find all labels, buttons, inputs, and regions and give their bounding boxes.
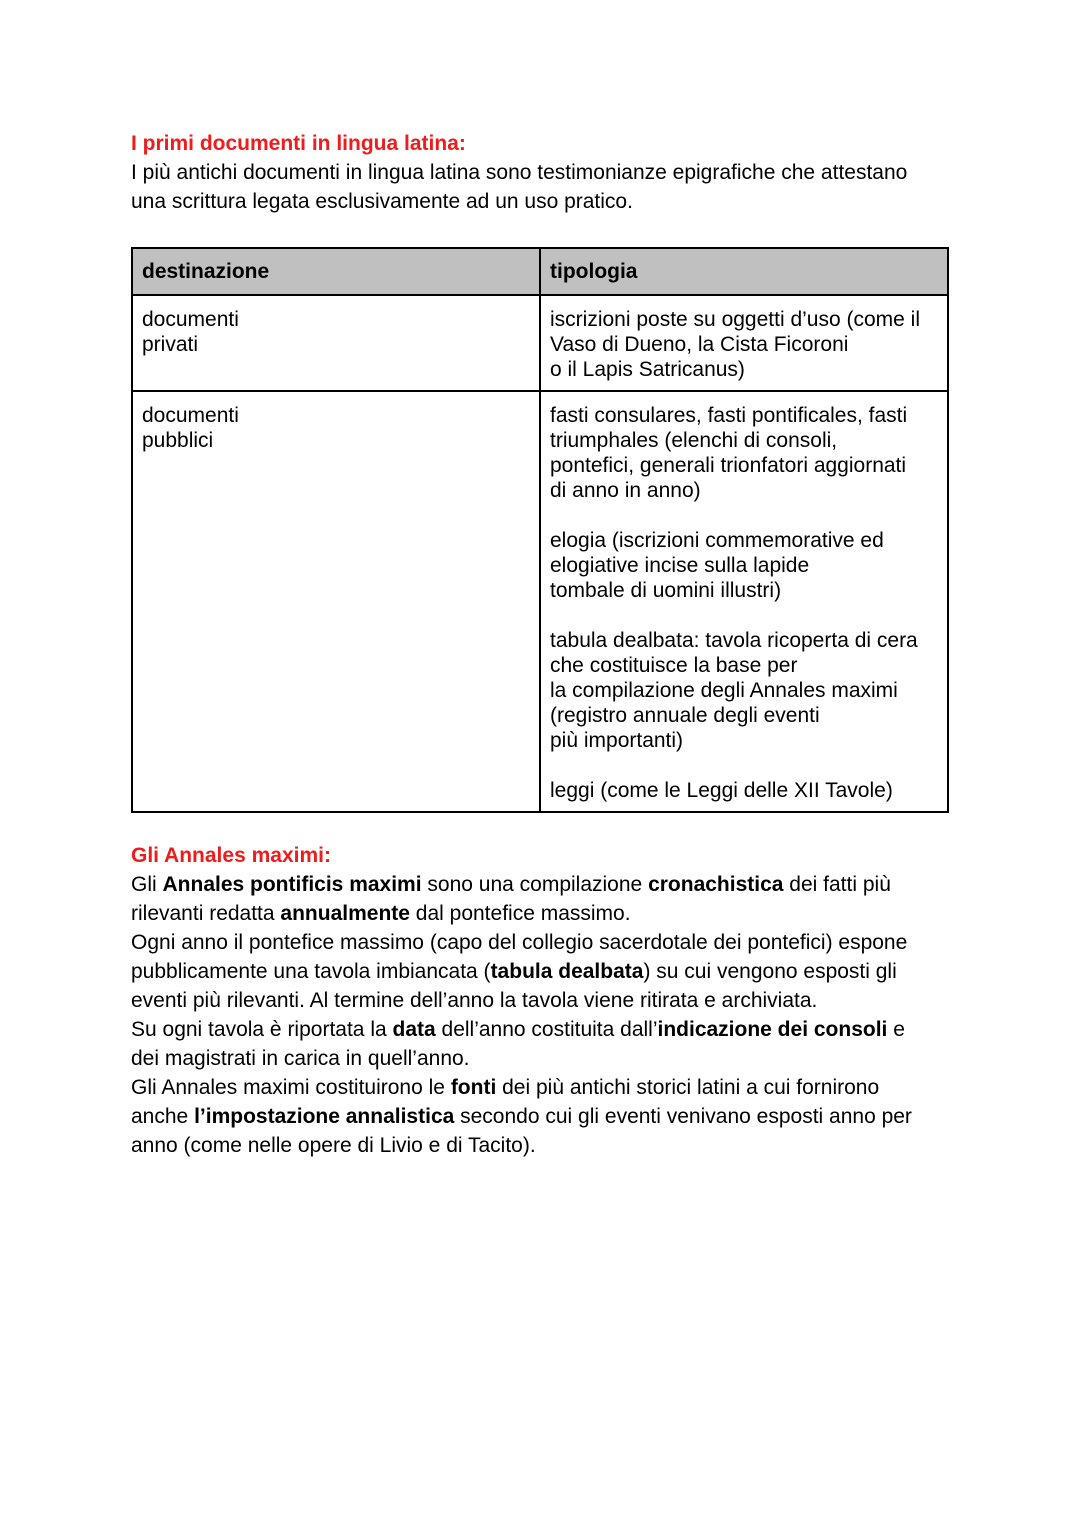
cell-destinazione [132, 391, 540, 812]
cell-line: che costituisce la base per [550, 654, 798, 677]
text-line [131, 1131, 947, 1160]
bold-text: l’impostazione annalistica [194, 1105, 455, 1128]
cell-line: elogiative incise sulla lapide [550, 554, 810, 577]
text-run: dal pontefice massimo. [409, 902, 631, 925]
text-run: eventi più rilevanti. Al termine dell’anno la tavola viene ritirata e archiviata. [131, 989, 818, 1012]
text-line [131, 986, 947, 1015]
tipologia-block [550, 403, 938, 503]
cell-line: pontefici, generali trionfatori aggiornati [550, 454, 907, 477]
cell-line: privati [142, 333, 199, 356]
text-run: pubblicamente una tavola imbiancata ( [131, 960, 491, 983]
cell-line: tombale di uomini illustri) [550, 579, 782, 602]
document-page [131, 129, 947, 1160]
bold-text: indicazione dei consoli [657, 1018, 888, 1041]
cell-line: o il Lapis Satricanus) [550, 358, 745, 381]
tipologia-block [550, 528, 938, 603]
section-heading-annales-maximi: Gli Annales maximi: [131, 844, 331, 867]
cell-tipologia [540, 295, 948, 391]
cell-tipologia [540, 391, 948, 812]
text-run: Su ogni tavola è riportata la [131, 1018, 393, 1041]
bold-text: Annales pontificis maximi [162, 873, 422, 896]
cell-line: documenti [142, 404, 239, 427]
column-header-tipologia: tipologia [540, 248, 948, 295]
text-line [131, 899, 947, 928]
table-row [132, 391, 948, 812]
text-line [131, 928, 947, 957]
text-line [131, 1044, 947, 1073]
text-run: dei fatti più [783, 873, 891, 896]
cell-line: elogia (iscrizioni commemorative ed [550, 529, 884, 552]
text-line: I più antichi documenti in lingua latina sono testimonianze epigrafiche che attestano [131, 161, 908, 184]
table-header-row [132, 248, 948, 295]
annales-section [131, 841, 947, 1160]
bold-text: cronachistica [648, 873, 784, 896]
cell-line: documenti [142, 308, 239, 331]
text-line [131, 870, 947, 899]
text-run: dei più antichi storici latini a cui fornirono [496, 1076, 880, 1099]
text-run: Gli [131, 873, 163, 896]
cell-line: leggi (come le Leggi delle XII Tavole) [550, 779, 893, 802]
text-line: una scrittura legata esclusivamente ad un uso pratico. [131, 190, 633, 213]
cell-line: Vaso di Dueno, la Cista Ficoroni [550, 333, 849, 356]
text-run: anno (come nelle opere di Livio e di Tacito). [131, 1134, 536, 1157]
text-line [131, 1073, 947, 1102]
cell-line: più importanti) [550, 729, 684, 752]
tipologia-block [550, 778, 938, 803]
text-line [131, 1015, 947, 1044]
text-run: dell’anno costituita dall’ [435, 1018, 658, 1041]
tipologia-block [550, 307, 938, 382]
bold-text: data [392, 1018, 436, 1041]
cell-line: di anno in anno) [550, 479, 701, 502]
text-run: ) su cui vengono esposti gli [643, 960, 897, 983]
documents-table [131, 247, 949, 813]
bold-text: annualmente [280, 902, 410, 925]
tipologia-block [550, 628, 938, 753]
cell-line: la compilazione degli Annales maximi [550, 679, 898, 702]
section-heading-primi-documenti: I primi documenti in lingua latina: [131, 132, 466, 155]
cell-line: iscrizioni poste su oggetti d’uso (come il [550, 308, 921, 331]
bold-text: tabula dealbata [490, 960, 644, 983]
cell-line: pubblici [142, 429, 214, 452]
bold-text: fonti [450, 1076, 497, 1099]
intro-paragraph [131, 158, 947, 216]
annales-paragraph [131, 870, 947, 1160]
text-line [131, 1102, 947, 1131]
text-run: anche [131, 1105, 195, 1128]
text-line [131, 957, 947, 986]
text-run: secondo cui gli eventi venivano esposti anno per [454, 1105, 912, 1128]
cell-line: fasti consulares, fasti pontificales, fasti [550, 404, 908, 427]
column-header-destinazione: destinazione [132, 248, 540, 295]
text-run: sono una compilazione [421, 873, 649, 896]
cell-line: tabula dealbata: tavola ricoperta di cera [550, 629, 918, 652]
text-run: e [887, 1018, 905, 1041]
cell-line: (registro annuale degli eventi [550, 704, 820, 727]
text-run: rilevanti redatta [131, 902, 281, 925]
cell-destinazione [132, 295, 540, 391]
text-run: Ogni anno il pontefice massimo (capo del collegio sacerdotale dei pontefici) espone [131, 931, 908, 954]
table-row [132, 295, 948, 391]
text-run: dei magistrati in carica in quell’anno. [131, 1047, 470, 1070]
text-run: Gli Annales maximi costituirono le [131, 1076, 451, 1099]
cell-line: triumphales (elenchi di consoli, [550, 429, 838, 452]
